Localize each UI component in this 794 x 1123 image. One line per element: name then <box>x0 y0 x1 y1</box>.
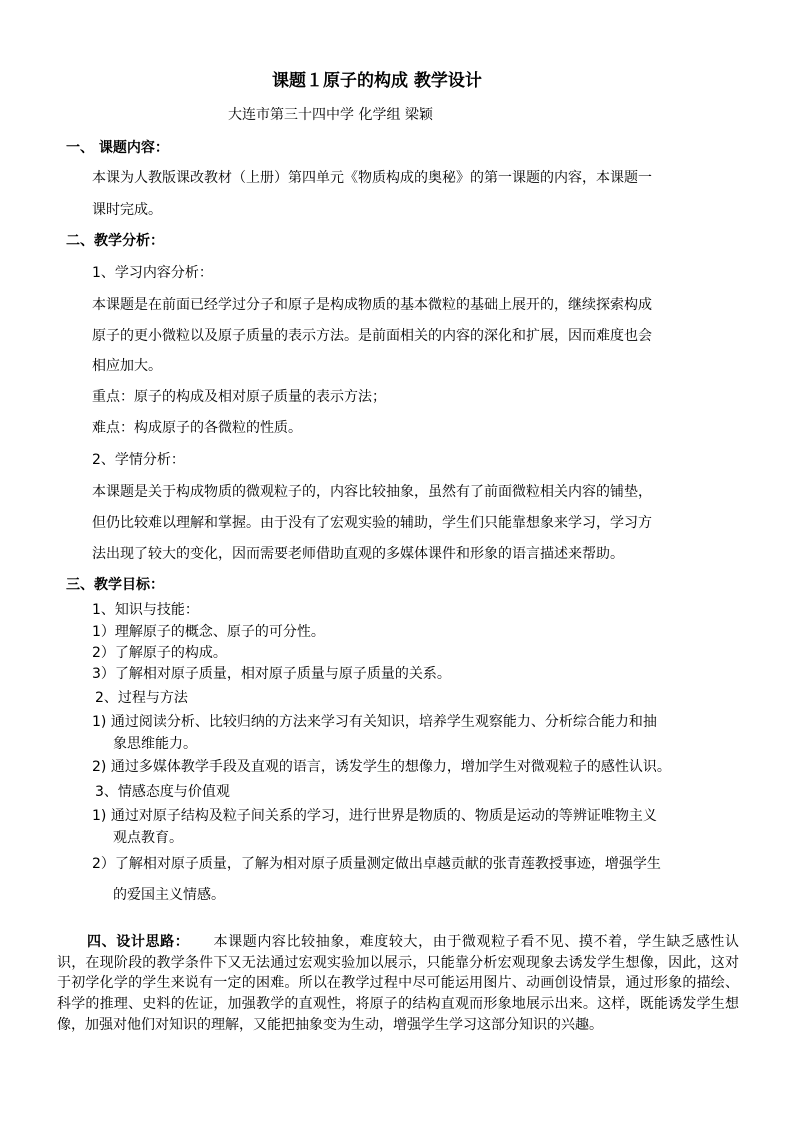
content-analysis-line: 相应加大。 <box>92 358 162 374</box>
content-analysis-line: 本课题是在前面已经学过分子和原子是构成物质的基本微粒的基础上展开的，继续探索构成 <box>92 297 652 313</box>
goal-attitude-heading: 3、情感态度与价值观 <box>95 784 230 800</box>
subheading-student-analysis: 2、学情分析： <box>92 452 185 468</box>
student-analysis-line: 法出现了较大的变化，因而需要老师借助直观的多媒体课件和形象的语言描述来帮助。 <box>92 546 624 562</box>
section-1-heading: 一、 课题内容： <box>66 140 169 156</box>
goal-item-continuation: 象思维能力。 <box>113 736 197 752</box>
goal-process-heading: 2、过程与方法 <box>95 690 188 706</box>
goal-item-continuation: 的爱国主义情感。 <box>113 887 225 903</box>
section-3-heading: 三、教学目标： <box>66 577 164 593</box>
goal-item: 2) 通过多媒体教学手段及直观的语言，诱发学生的想像力，增加学生对微观粒子的感性认识。 <box>92 759 671 775</box>
goal-item-continuation: 观点教育。 <box>113 830 183 846</box>
student-analysis-line: 但仍比较难以理解和掌握。由于没有了宏观实验的辅助，学生们只能靠想象来学习，学习方 <box>92 515 652 531</box>
goal-item: 2）了解原子的构成。 <box>92 645 227 661</box>
key-point: 重点：原子的构成及相对原子质量的表示方法； <box>92 389 386 405</box>
goal-item: 2）了解相对原子质量，了解为相对原子质量测定做出卓越贡献的张青莲教授事迹，增强学生 <box>92 856 661 872</box>
document-title: 课题１原子的构成 教学设计 <box>272 71 482 91</box>
content-analysis-line: 原子的更小微粒以及原子质量的表示方法。是前面相关的内容的深化和扩展，因而难度也会 <box>92 328 652 344</box>
section-1-paragraph-line: 本课为人教版课改教材（上册）第四单元《物质构成的奥秘》的第一课题的内容，本课题一 <box>92 170 652 186</box>
goal-item: 1）理解原子的概念、原子的可分性。 <box>92 624 325 640</box>
subheading-content-analysis: 1、学习内容分析： <box>92 265 213 281</box>
section-4-paragraph <box>57 932 739 1036</box>
goal-item: 1) 通过对原子结构及粒子间关系的学习，进行世界是物质的、物质是运动的等辨证唯物主义 <box>92 808 657 824</box>
student-analysis-line: 本课题是关于构成物质的微观粒子的，内容比较抽象，虽然有了前面微粒相关内容的铺垫， <box>92 484 652 500</box>
difficult-point: 难点：构成原子的各微粒的性质。 <box>92 420 302 436</box>
goal-knowledge-heading: 1、知识与技能： <box>92 602 199 618</box>
author-line: 大连市第三十四中学 化学组 梁颖 <box>228 107 433 123</box>
section-4-heading: 四、设计思路： <box>87 934 190 950</box>
section-2-heading: 二、教学分析： <box>66 233 164 249</box>
goal-item: 3）了解相对原子质量，相对原子质量与原子质量的关系。 <box>92 666 451 682</box>
goal-item: 1) 通过阅读分析、比较归纳的方法来学习有关知识，培养学生观察能力、分析综合能力和抽 <box>92 714 657 730</box>
section-1-paragraph-line: 课时完成。 <box>92 202 162 218</box>
section-4-body: 本课题内容比较抽象，难度较大，由于微观粒子看不见、摸不着，学生缺乏感性认识，在现阶段的教学条件下又无法通过宏观实验加以展示，只能靠分析宏观现象去诱发学生想像，因此，这对于初学化学的学生来说有一定的困难。所以在教学过程中尽可能运用图片、动画创设情景，通过形象的描绘、科学的推理、史料的佐证，加强教学的直观性，将原子的结构直观而形象地展示出来。这样，既能诱发学生想像，加强对他们对知识的理解，又能把抽象变为生动，增强学生学习这部分知识的兴趣。 <box>57 934 740 1033</box>
